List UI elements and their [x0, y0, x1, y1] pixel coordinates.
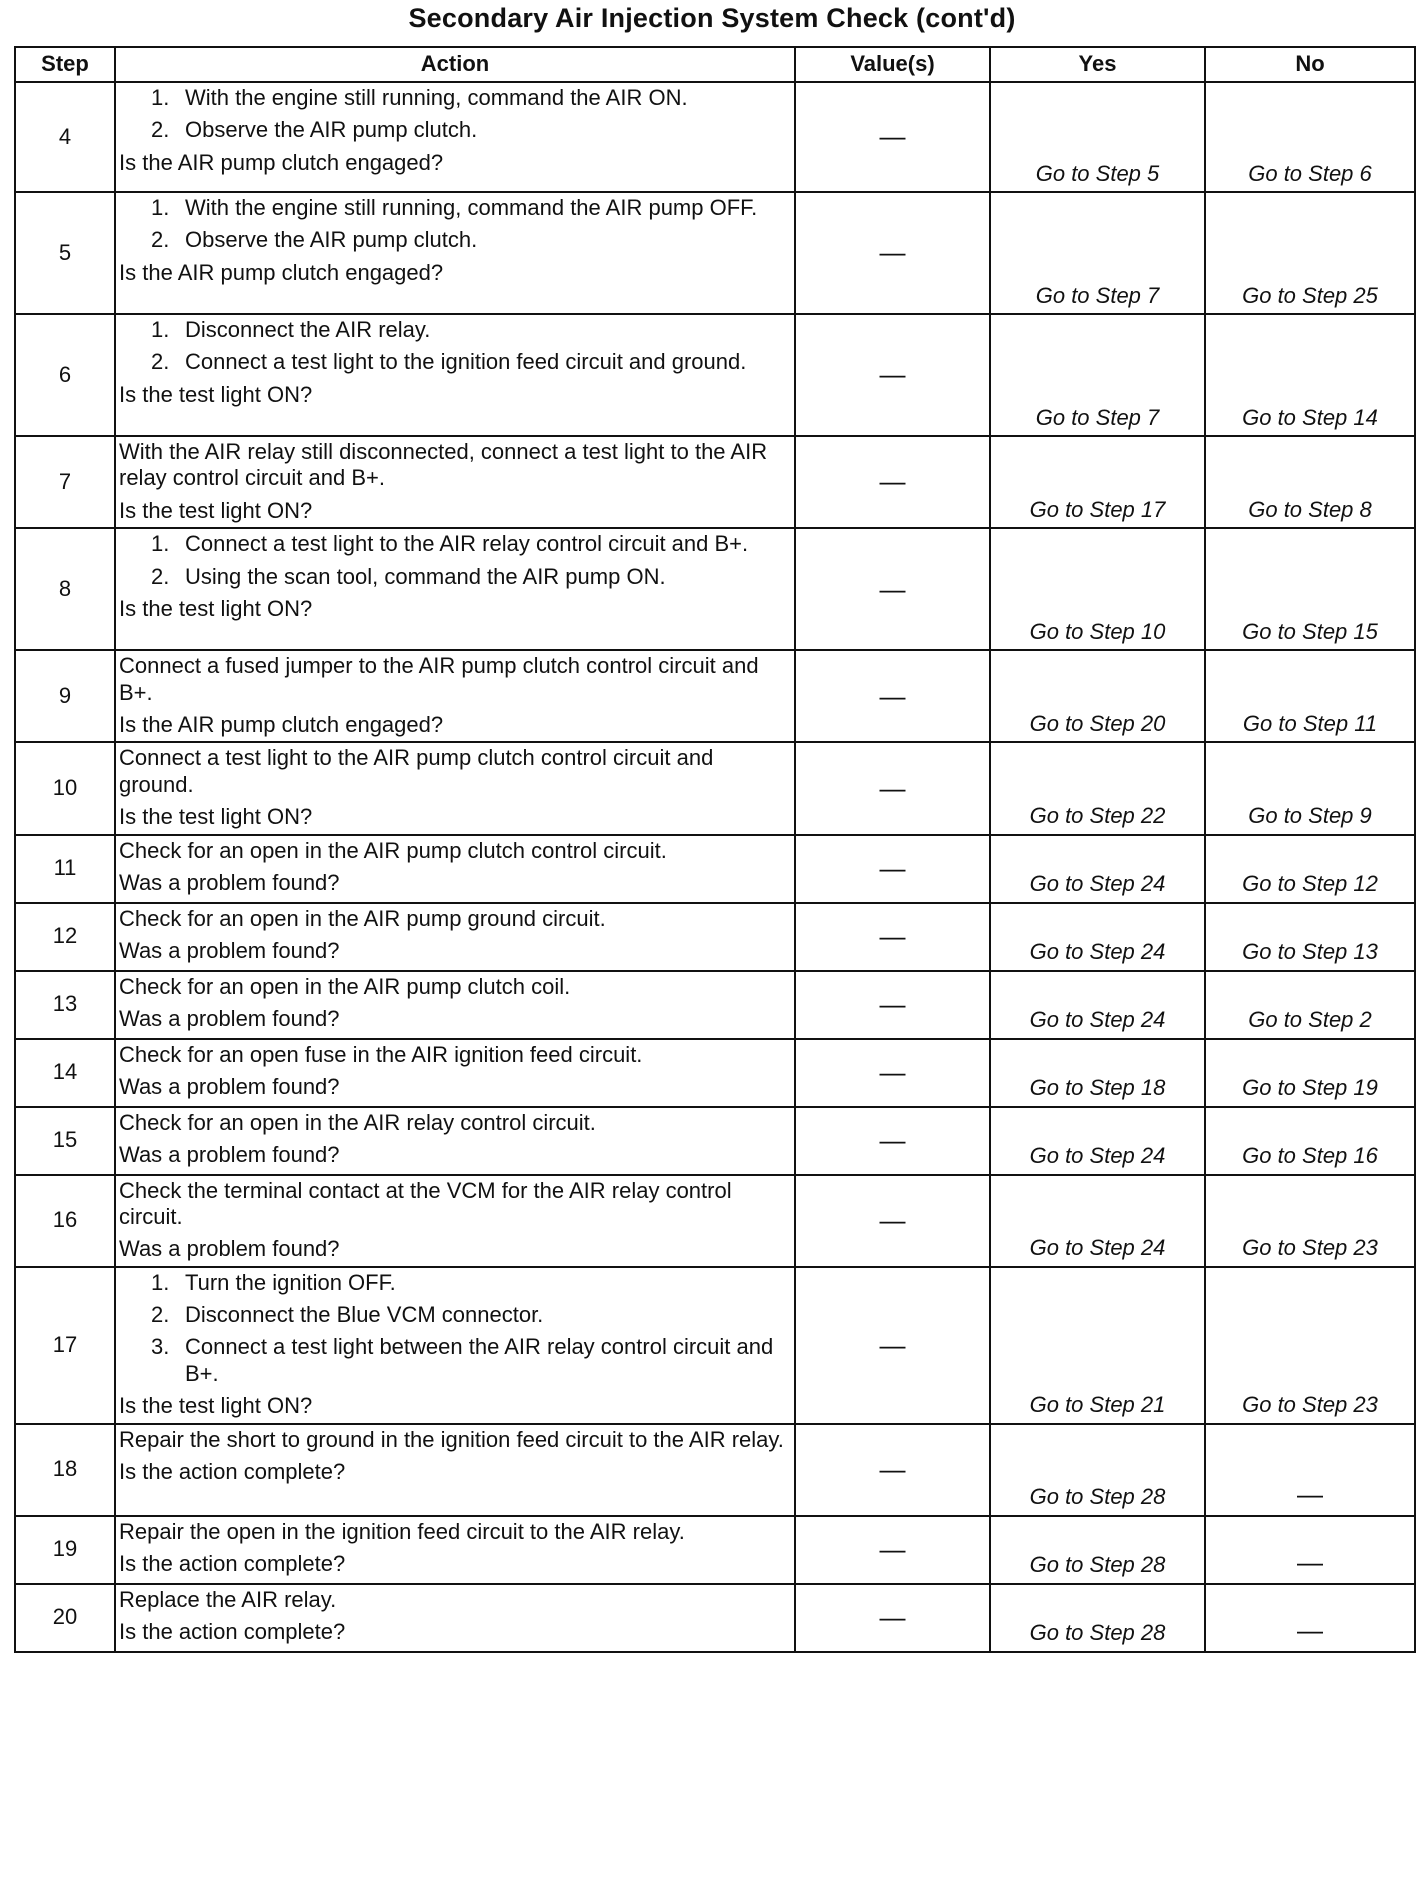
action-item-text: Using the scan tool, command the AIR pump ON.	[185, 563, 666, 589]
no-cell: Go to Step 23	[1205, 1267, 1415, 1424]
no-cell: Go to Step 19	[1205, 1039, 1415, 1107]
yes-cell: Go to Step 5	[990, 82, 1205, 192]
value-cell: —	[795, 742, 990, 834]
action-item-text: Disconnect the AIR relay.	[185, 317, 431, 342]
step-number: 6	[15, 314, 115, 436]
table-row	[15, 742, 1415, 834]
no-cell: Go to Step 11	[1205, 650, 1415, 742]
action-question: Is the test light ON?	[119, 497, 313, 523]
header-yes: Yes	[990, 47, 1205, 82]
step-number: 19	[15, 1516, 115, 1584]
yes-cell: Go to Step 24	[990, 835, 1205, 903]
no-cell: Go to Step 2	[1205, 971, 1415, 1039]
value-cell: —	[795, 82, 990, 192]
value-cell: —	[795, 528, 990, 650]
table-row	[15, 1424, 1415, 1516]
yes-cell: Go to Step 24	[990, 903, 1205, 971]
value-cell: —	[795, 971, 990, 1039]
action-cell	[115, 742, 795, 834]
yes-cell: Go to Step 7	[990, 314, 1205, 436]
header-values: Value(s)	[795, 47, 990, 82]
action-item-text: Connect a test light between the AIR relay control circuit and B+.	[185, 1334, 774, 1386]
action-item-text: Observe the AIR pump clutch.	[185, 117, 478, 143]
action-question: Is the AIR pump clutch engaged?	[119, 259, 444, 285]
action-question: Was a problem found?	[119, 1073, 340, 1099]
action-item-number: 2.	[151, 349, 170, 375]
value-cell: —	[795, 1267, 990, 1424]
no-cell: Go to Step 13	[1205, 903, 1415, 971]
action-text: With the AIR relay still disconnected, connect a test light to the AIR relay control circuit and B+.	[119, 439, 768, 491]
no-cell: —	[1205, 1424, 1415, 1516]
action-item	[151, 195, 790, 221]
action-item-number: 2.	[151, 117, 170, 143]
step-number: 13	[15, 971, 115, 1039]
action-text: Check for an open in the AIR relay control circuit.	[119, 1109, 596, 1135]
action-text: Repair the short to ground in the ignition feed circuit to the AIR relay.	[119, 1426, 784, 1452]
no-cell: —	[1205, 1516, 1415, 1584]
action-text: Repair the open in the ignition feed circuit to the AIR relay.	[119, 1518, 685, 1544]
step-number: 12	[15, 903, 115, 971]
action-item-number: 2.	[151, 227, 170, 253]
step-number: 11	[15, 835, 115, 903]
step-number: 8	[15, 528, 115, 650]
action-cell	[115, 1584, 795, 1652]
step-number: 7	[15, 436, 115, 528]
header-row	[15, 47, 1415, 82]
no-cell: Go to Step 15	[1205, 528, 1415, 650]
action-cell	[115, 314, 795, 436]
table-row	[15, 650, 1415, 742]
value-cell: —	[795, 1424, 990, 1516]
action-question: Is the action complete?	[119, 1551, 346, 1577]
no-cell: Go to Step 9	[1205, 742, 1415, 834]
no-cell: Go to Step 16	[1205, 1107, 1415, 1175]
action-cell	[115, 1267, 795, 1424]
action-cell	[115, 436, 795, 528]
action-question: Is the AIR pump clutch engaged?	[119, 149, 444, 175]
yes-cell: Go to Step 18	[990, 1039, 1205, 1107]
table-row	[15, 1107, 1415, 1175]
yes-cell: Go to Step 7	[990, 192, 1205, 314]
action-item-number: 1.	[151, 1269, 170, 1295]
table-row	[15, 835, 1415, 903]
action-cell	[115, 903, 795, 971]
page-title: Secondary Air Injection System Check (cont'd)	[408, 3, 1016, 33]
action-text: Replace the AIR relay.	[119, 1586, 337, 1612]
no-cell: Go to Step 23	[1205, 1175, 1415, 1267]
action-question: Was a problem found?	[119, 937, 340, 963]
action-item-text: Turn the ignition OFF.	[185, 1269, 396, 1295]
header-step: Step	[15, 47, 115, 82]
action-question: Is the test light ON?	[119, 1393, 313, 1419]
step-number: 18	[15, 1424, 115, 1516]
action-item-number: 2.	[151, 563, 170, 589]
action-item-text: Connect a test light to the AIR relay control circuit and B+.	[185, 531, 749, 557]
action-text: Connect a fused jumper to the AIR pump clutch control circuit and B+.	[119, 653, 759, 705]
step-number: 14	[15, 1039, 115, 1107]
steps-table	[14, 46, 1416, 1653]
yes-cell: Go to Step 21	[990, 1267, 1205, 1424]
action-item-text: With the engine still running, command the AIR ON.	[185, 85, 688, 110]
action-question: Was a problem found?	[119, 1141, 340, 1167]
action-question: Is the test light ON?	[119, 381, 313, 407]
action-question: Is the AIR pump clutch engaged?	[119, 711, 444, 737]
action-item-number: 1.	[151, 85, 170, 110]
step-number: 10	[15, 742, 115, 834]
action-item	[151, 1334, 790, 1387]
yes-cell: Go to Step 24	[990, 971, 1205, 1039]
header-no: No	[1205, 47, 1415, 82]
step-number: 4	[15, 82, 115, 192]
action-question: Was a problem found?	[119, 1236, 340, 1262]
no-cell: Go to Step 25	[1205, 192, 1415, 314]
table-row	[15, 192, 1415, 314]
action-item-text: Disconnect the Blue VCM connector.	[185, 1302, 544, 1328]
action-item	[151, 317, 790, 343]
action-cell	[115, 528, 795, 650]
action-item	[151, 564, 790, 590]
action-question: Was a problem found?	[119, 1005, 340, 1031]
value-cell: —	[795, 1175, 990, 1267]
action-item	[151, 531, 790, 557]
action-cell	[115, 82, 795, 192]
value-cell: —	[795, 436, 990, 528]
yes-cell: Go to Step 28	[990, 1516, 1205, 1584]
value-cell: —	[795, 314, 990, 436]
table-row	[15, 436, 1415, 528]
action-text: Check for an open fuse in the AIR ignition feed circuit.	[119, 1041, 643, 1067]
table-row	[15, 82, 1415, 192]
action-item-number: 2.	[151, 1302, 170, 1328]
table-row	[15, 314, 1415, 436]
action-cell	[115, 1107, 795, 1175]
action-item-number: 1.	[151, 195, 170, 220]
table-row	[15, 971, 1415, 1039]
step-number: 16	[15, 1175, 115, 1267]
yes-cell: Go to Step 24	[990, 1107, 1205, 1175]
table-row	[15, 1584, 1415, 1652]
no-cell: Go to Step 12	[1205, 835, 1415, 903]
action-item	[151, 117, 790, 143]
action-cell	[115, 1424, 795, 1516]
value-cell: —	[795, 1039, 990, 1107]
action-cell	[115, 971, 795, 1039]
action-item-number: 1.	[151, 531, 170, 557]
yes-cell: Go to Step 28	[990, 1424, 1205, 1516]
value-cell: —	[795, 1107, 990, 1175]
action-cell	[115, 1039, 795, 1107]
action-item	[151, 349, 790, 375]
table-row	[15, 528, 1415, 650]
yes-cell: Go to Step 24	[990, 1175, 1205, 1267]
value-cell: —	[795, 192, 990, 314]
action-cell	[115, 1516, 795, 1584]
header-action: Action	[115, 47, 795, 82]
step-number: 5	[15, 192, 115, 314]
action-text: Check for an open in the AIR pump clutch coil.	[119, 973, 571, 999]
action-item-text: Connect a test light to the ignition feed circuit and ground.	[185, 349, 747, 375]
action-item-text: With the engine still running, command the AIR pump OFF.	[185, 195, 758, 220]
action-question: Is the action complete?	[119, 1619, 346, 1645]
value-cell: —	[795, 650, 990, 742]
table-row	[15, 1175, 1415, 1267]
action-item	[151, 1302, 790, 1328]
table-row	[15, 903, 1415, 971]
value-cell: —	[795, 835, 990, 903]
action-question: Is the test light ON?	[119, 804, 313, 830]
yes-cell: Go to Step 10	[990, 528, 1205, 650]
action-item-number: 3.	[151, 1334, 170, 1360]
step-number: 17	[15, 1267, 115, 1424]
yes-cell: Go to Step 20	[990, 650, 1205, 742]
no-cell: —	[1205, 1584, 1415, 1652]
step-number: 9	[15, 650, 115, 742]
step-number: 15	[15, 1107, 115, 1175]
table-row	[15, 1516, 1415, 1584]
action-item	[151, 85, 790, 111]
action-cell	[115, 192, 795, 314]
action-item-number: 1.	[151, 317, 170, 342]
step-number: 20	[15, 1584, 115, 1652]
action-question: Is the test light ON?	[119, 595, 313, 621]
no-cell: Go to Step 8	[1205, 436, 1415, 528]
action-text: Check for an open in the AIR pump ground circuit.	[119, 905, 606, 931]
action-text: Connect a test light to the AIR pump clutch control circuit and ground.	[119, 745, 714, 797]
value-cell: —	[795, 1584, 990, 1652]
action-question: Is the action complete?	[119, 1459, 346, 1485]
no-cell: Go to Step 6	[1205, 82, 1415, 192]
action-item	[151, 1270, 790, 1296]
no-cell: Go to Step 14	[1205, 314, 1415, 436]
yes-cell: Go to Step 17	[990, 436, 1205, 528]
action-item-text: Observe the AIR pump clutch.	[185, 227, 478, 253]
action-item	[151, 227, 790, 253]
table-row	[15, 1039, 1415, 1107]
action-question: Was a problem found?	[119, 869, 340, 895]
action-text: Check the terminal contact at the VCM for the AIR relay control circuit.	[119, 1177, 732, 1229]
yes-cell: Go to Step 28	[990, 1584, 1205, 1652]
action-cell	[115, 650, 795, 742]
value-cell: —	[795, 1516, 990, 1584]
table-row	[15, 1267, 1415, 1424]
yes-cell: Go to Step 22	[990, 742, 1205, 834]
action-cell	[115, 1175, 795, 1267]
value-cell: —	[795, 903, 990, 971]
action-text: Check for an open in the AIR pump clutch control circuit.	[119, 837, 667, 863]
action-cell	[115, 835, 795, 903]
